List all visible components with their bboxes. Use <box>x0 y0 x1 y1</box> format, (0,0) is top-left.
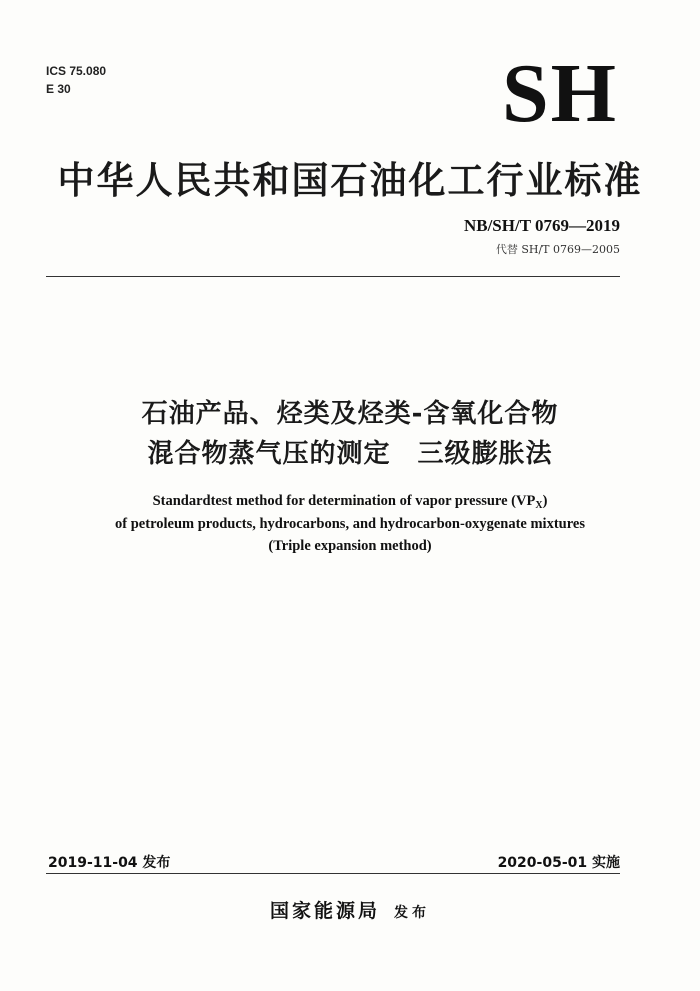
vp-symbol: VP <box>516 493 536 509</box>
standard-number: NB/SH/T 0769—2019 <box>463 216 620 235</box>
top-divider <box>46 276 620 277</box>
ics-code: ICS 75.080 <box>46 64 107 78</box>
issuing-authority <box>0 896 700 923</box>
classification-codes <box>46 62 106 98</box>
category-code: E 30 <box>46 82 71 96</box>
issue-date: 2019-11-04 发布 <box>48 855 171 871</box>
bottom-divider <box>46 873 620 874</box>
chinese-title-line-2: 混合物蒸气压的测定 三级膨胀法 <box>147 439 553 469</box>
industry-standard-title: 中华人民共和国石油化工行业标准 <box>57 159 643 202</box>
implementation-date: 2020-05-01 实施 <box>497 855 620 871</box>
issuer-name: 国家能源局 <box>269 900 380 922</box>
issuer-action: 发布 <box>394 905 430 921</box>
english-title-line-1 <box>0 493 700 511</box>
english-title-line-2: of petroleum products, hydrocarbons, and hydrocarbon-oxygenate mixtures <box>115 516 585 532</box>
sh-logo: SH <box>501 47 618 140</box>
english-title-line-1-prefix: Standardtest method for determination of vapor pressure ( <box>152 493 516 509</box>
english-title-line-1-suffix: ) <box>542 493 548 509</box>
replaces-standard: 代替 SH/T 0769—2005 <box>495 243 620 256</box>
chinese-title-line-1: 石油产品、烃类及烃类-含氧化合物 <box>141 399 559 429</box>
english-title-line-3: (Triple expansion method) <box>268 538 432 554</box>
vp-subscript: X <box>535 500 543 511</box>
